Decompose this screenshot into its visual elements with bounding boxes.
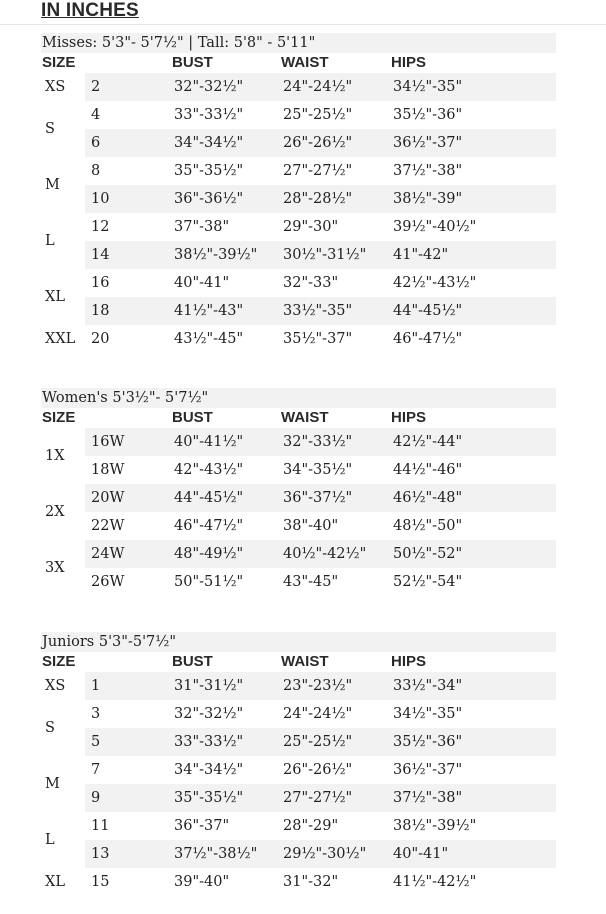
table-row [41, 213, 556, 241]
bust-value: 34"-34½" [174, 762, 244, 778]
hips-value: 34½"-35" [393, 79, 463, 95]
bust-value: 34"-34½" [174, 135, 244, 151]
header-size: SIZE [42, 409, 76, 426]
waist-value: 23"-23½" [283, 678, 353, 694]
waist-value: 40½"-42½" [283, 546, 367, 562]
header-bust: BUST [172, 54, 213, 71]
hips-value: 40"-41" [393, 846, 449, 862]
table-row [41, 840, 556, 868]
size-number: 7 [91, 762, 101, 778]
size-number: 14 [91, 247, 110, 263]
size-number: 1 [91, 678, 101, 694]
size-number: 16W [91, 434, 125, 450]
table-row [41, 484, 556, 512]
hips-value: 41½"-42½" [393, 874, 477, 890]
size-label: XXL [41, 325, 85, 353]
bust-value: 32"-32½" [174, 79, 244, 95]
size-number: 4 [91, 107, 101, 123]
hips-value: 46½"-48" [393, 490, 463, 506]
waist-value: 35½"-37" [283, 331, 353, 347]
table-row [41, 297, 556, 325]
waist-value: 27"-27½" [283, 790, 353, 806]
size-label: 1X [41, 428, 85, 484]
size-number: 6 [91, 135, 101, 151]
table-row [41, 185, 556, 213]
size-number: 16 [91, 275, 110, 291]
table-row [41, 241, 556, 269]
waist-value: 29½"-30½" [283, 846, 367, 862]
size-number: 8 [91, 163, 101, 179]
waist-value: 28"-29" [283, 818, 339, 834]
bust-value: 40"-41½" [174, 434, 244, 450]
table-row [41, 868, 556, 896]
hips-value: 52½"-54" [393, 574, 463, 590]
waist-value: 28"-28½" [283, 191, 353, 207]
waist-value: 25"-25½" [283, 107, 353, 123]
waist-value: 33½"-35" [283, 303, 353, 319]
size-number: 18W [91, 462, 125, 478]
hips-value: 42½"-43½" [393, 275, 477, 291]
juniors-section [41, 632, 556, 896]
table-row [41, 325, 556, 353]
size-number: 18 [91, 303, 110, 319]
table-row [41, 129, 556, 157]
table-row [41, 540, 556, 568]
hips-value: 48½"-50" [393, 518, 463, 534]
waist-value: 27"-27½" [283, 163, 353, 179]
waist-value: 26"-26½" [283, 135, 353, 151]
women-header-row [41, 408, 556, 428]
bust-value: 42"-43½" [174, 462, 244, 478]
size-label: XL [41, 269, 85, 325]
size-label: M [41, 756, 85, 812]
header-hips: HIPS [391, 54, 427, 71]
size-label: L [41, 812, 85, 868]
hips-value: 44½"-46" [393, 462, 463, 478]
size-label: S [41, 700, 85, 756]
size-label: XS [41, 672, 85, 700]
juniors-table [41, 672, 556, 896]
size-number: 22W [91, 518, 125, 534]
size-number: 9 [91, 790, 101, 806]
women-title: Women's 5'3½"- 5'7½" [41, 388, 556, 408]
hips-value: 35½"-36" [393, 734, 463, 750]
size-number: 11 [91, 818, 110, 834]
page-heading: IN INCHES [41, 0, 139, 21]
waist-value: 24"-24½" [283, 79, 353, 95]
table-row [41, 428, 556, 456]
hips-value: 36½"-37" [393, 762, 463, 778]
waist-value: 30½"-31½" [283, 247, 367, 263]
table-row [41, 512, 556, 540]
bust-value: 38½"-39½" [174, 247, 258, 263]
waist-value: 25"-25½" [283, 734, 353, 750]
table-row [41, 700, 556, 728]
bust-value: 46"-47½" [174, 518, 244, 534]
size-number: 2 [91, 79, 101, 95]
table-row [41, 672, 556, 700]
size-number: 15 [91, 874, 110, 890]
size-label: M [41, 157, 85, 213]
header-waist: WAIST [281, 54, 329, 71]
size-number: 20 [91, 331, 110, 347]
size-label: XL [41, 868, 85, 896]
table-row [41, 157, 556, 185]
bust-value: 50"-51½" [174, 574, 244, 590]
table-row [41, 568, 556, 596]
waist-value: 34"-35½" [283, 462, 353, 478]
bust-value: 31"-31½" [174, 678, 244, 694]
women-table [41, 428, 556, 596]
hips-value: 39½"-40½" [393, 219, 477, 235]
header-waist: WAIST [281, 653, 329, 670]
table-row [41, 101, 556, 129]
hips-value: 37½"-38" [393, 163, 463, 179]
header-waist: WAIST [281, 409, 329, 426]
juniors-header-row [41, 652, 556, 672]
misses-section [41, 33, 556, 353]
bust-value: 35"-35½" [174, 790, 244, 806]
waist-value: 43"-45" [283, 574, 339, 590]
table-row [41, 456, 556, 484]
header-size: SIZE [42, 653, 76, 670]
size-label: 2X [41, 484, 85, 540]
waist-value: 32"-33½" [283, 434, 353, 450]
table-row [41, 73, 556, 101]
waist-value: 36"-37½" [283, 490, 353, 506]
size-label: S [41, 101, 85, 157]
header-bust: BUST [172, 409, 213, 426]
size-number: 20W [91, 490, 125, 506]
hips-value: 37½"-38" [393, 790, 463, 806]
bust-value: 37"-38" [174, 219, 230, 235]
juniors-title: Juniors 5'3"-5'7½" [41, 632, 556, 652]
bust-value: 33"-33½" [174, 734, 244, 750]
hips-value: 41"-42" [393, 247, 449, 263]
size-number: 26W [91, 574, 125, 590]
table-row [41, 269, 556, 297]
size-number: 10 [91, 191, 110, 207]
waist-value: 32"-33" [283, 275, 339, 291]
size-number: 13 [91, 846, 110, 862]
bust-value: 36"-36½" [174, 191, 244, 207]
header-size: SIZE [42, 54, 76, 71]
size-label: XS [41, 73, 85, 101]
bust-value: 41½"-43" [174, 303, 244, 319]
hips-value: 46"-47½" [393, 331, 463, 347]
hips-value: 42½"-44" [393, 434, 463, 450]
bust-value: 44"-45½" [174, 490, 244, 506]
waist-value: 26"-26½" [283, 762, 353, 778]
hips-value: 38½"-39½" [393, 818, 477, 834]
size-number: 24W [91, 546, 125, 562]
divider [0, 24, 606, 25]
misses-header-row [41, 53, 556, 73]
misses-title: Misses: 5'3"- 5'7½" | Tall: 5'8" - 5'11" [41, 33, 556, 53]
bust-value: 36"-37" [174, 818, 230, 834]
hips-value: 34½"-35" [393, 706, 463, 722]
bust-value: 48"-49½" [174, 546, 244, 562]
size-label: L [41, 213, 85, 269]
size-number: 5 [91, 734, 101, 750]
hips-value: 33½"-34" [393, 678, 463, 694]
header-bust: BUST [172, 653, 213, 670]
waist-value: 38"-40" [283, 518, 339, 534]
size-label: 3X [41, 540, 85, 596]
bust-value: 33"-33½" [174, 107, 244, 123]
bust-value: 40"-41" [174, 275, 230, 291]
bust-value: 37½"-38½" [174, 846, 258, 862]
hips-value: 35½"-36" [393, 107, 463, 123]
misses-table [41, 73, 556, 353]
waist-value: 24"-24½" [283, 706, 353, 722]
size-number: 12 [91, 219, 110, 235]
waist-value: 31"-32" [283, 874, 339, 890]
hips-value: 44"-45½" [393, 303, 463, 319]
hips-value: 50½"-52" [393, 546, 463, 562]
table-row [41, 728, 556, 756]
women-section [41, 388, 556, 596]
hips-value: 36½"-37" [393, 135, 463, 151]
header-hips: HIPS [391, 409, 427, 426]
header-hips: HIPS [391, 653, 427, 670]
waist-value: 29"-30" [283, 219, 339, 235]
bust-value: 39"-40" [174, 874, 230, 890]
bust-value: 43½"-45" [174, 331, 244, 347]
bust-value: 32"-32½" [174, 706, 244, 722]
table-row [41, 784, 556, 812]
table-row [41, 756, 556, 784]
table-row [41, 812, 556, 840]
size-number: 3 [91, 706, 101, 722]
hips-value: 38½"-39" [393, 191, 463, 207]
bust-value: 35"-35½" [174, 163, 244, 179]
